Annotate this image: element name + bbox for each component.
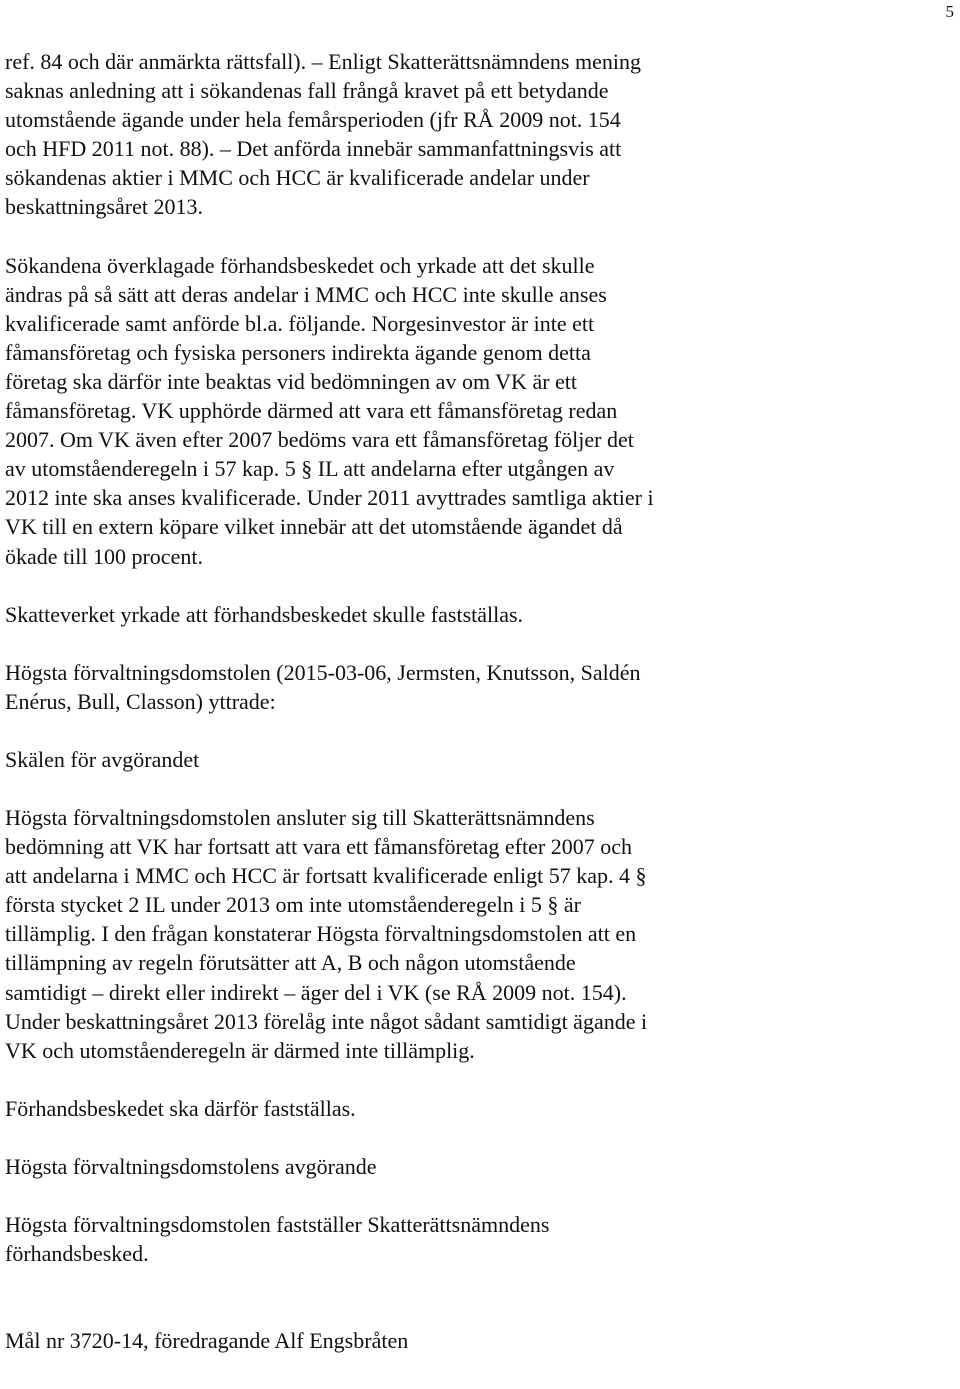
paragraph-spacer xyxy=(5,571,955,600)
heading-avgorande: Högsta förvaltningsdomstolens avgörande xyxy=(5,1153,377,1179)
paragraph-spacer xyxy=(5,774,955,803)
document-body xyxy=(5,47,955,1355)
paragraph-faststallas: Förhandsbeskedet ska därför fastställas. xyxy=(5,1095,356,1121)
paragraph-spacer xyxy=(5,1181,955,1210)
paragraph-spacer xyxy=(5,222,955,251)
page-number: 5 xyxy=(945,2,954,21)
paragraph-spacer xyxy=(5,629,955,658)
paragraph-skatteverket-yrkande: Skatteverket yrkade att förhandsbeskedet skulle fastställas. xyxy=(5,601,524,627)
paragraph-spacer xyxy=(5,1268,955,1326)
paragraph-overklagande: Sökandena överklagade förhandsbeskedet och yrkade att det skulle ändras på så sätt att deras andelar i MMC och HCC inte skulle anses kvalificerade samt anförde bl.a. följande. Norgesinvestor är inte ett fåmansföretag och fysiska personers indirekta ägande genom detta företag ska därför inte beaktas vid bedömningen av om VK är ett fåmansföretag. VK upphörde därmed att vara ett fåmansföretag redan 2007. Om VK även efter 2007 bedöms vara ett fåmansföretag följer det av utomståenderegeln i 57 kap. 5 § IL att andelarna efter utgången av 2012 inte ska anses kvalificerade. Under 2011 avyttrades samtliga aktier i VK till en extern köpare vilket innebär att det utomstående ägandet då ökade till 100 procent. xyxy=(5,252,654,569)
paragraph-nämndens-bedomning: ref. 84 och där anmärkta rättsfall). – Enligt Skatterättsnämndens mening saknas anledning att i sökandenas fall frångå kravet på ett betydande utomstående ägande under hela femårsperioden (jfr RÅ 2009 not. 154 och HFD 2011 not. 88). – Det anförda innebär sammanfattningsvis att sökandenas aktier i MMC och HCC är kvalificerade andelar under beskattningsåret 2013. xyxy=(5,49,641,220)
paragraph-spacer xyxy=(5,716,955,745)
case-reference: Mål nr 3720-14, föredragande Alf Engsbråten xyxy=(5,1328,409,1354)
paragraph-hfd-yttrande: Högsta förvaltningsdomstolen (2015-03-06, Jermsten, Knutsson, Saldén Enérus, Bull, Classon) yttrade: xyxy=(5,659,641,714)
paragraph-spacer xyxy=(5,1123,955,1152)
paragraph-spacer xyxy=(5,1065,955,1094)
paragraph-faststaller: Högsta förvaltningsdomstolen fastställer Skatterättsnämndens förhandsbesked. xyxy=(5,1212,550,1267)
paragraph-hfd-bedomning: Högsta förvaltningsdomstolen ansluter sig till Skatterättsnämndens bedömning att VK har fortsatt att vara ett fåmansföretag efter 2007 och att andelarna i MMC och HCC är fortsatt kvalificerade enligt 57 kap. 4 § första stycket 2 IL under 2013 om inte utomståenderegeln i 5 § är tillämplig. I den frågan konstaterar Högsta förvaltningsdomstolen att en tillämpning av regeln förutsätter att A, B och någon utomstående samtidigt – direkt eller indirekt – äger del i VK (se RÅ 2009 not. 154). Under beskattningsåret 2013 förelåg inte något sådant samtidigt ägande i VK och utomståenderegeln är därmed inte tillämplig. xyxy=(5,804,648,1063)
heading-skalen: Skälen för avgörandet xyxy=(5,746,200,772)
